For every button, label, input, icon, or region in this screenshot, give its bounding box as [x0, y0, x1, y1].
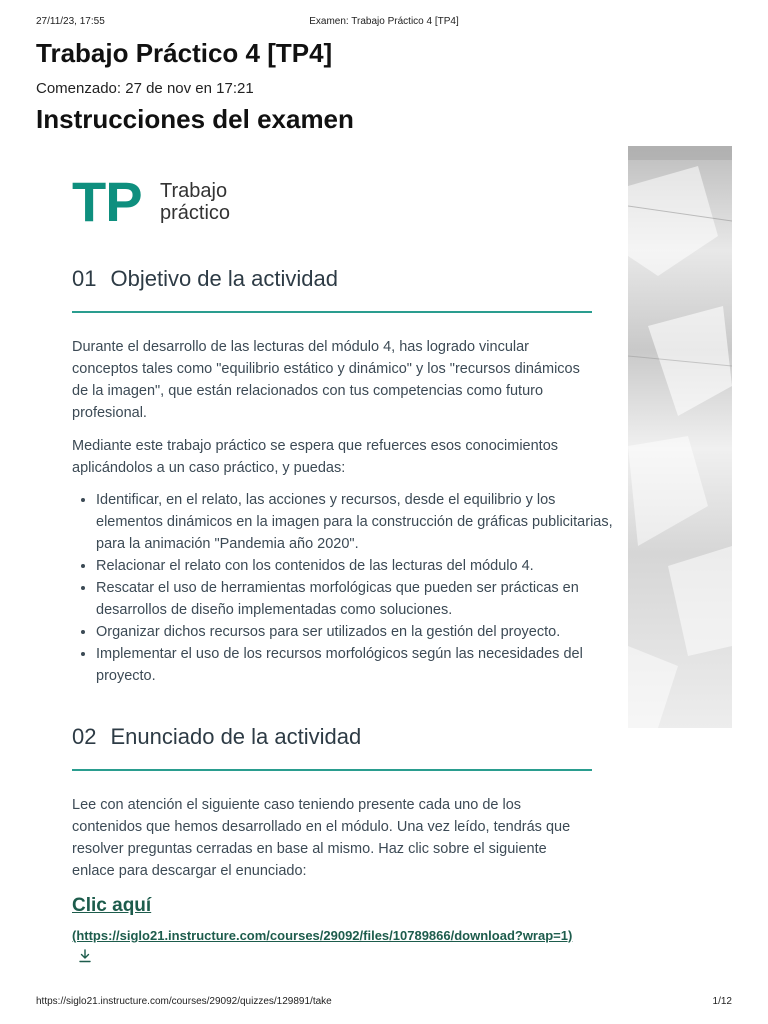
download-statement-link[interactable]: Clic aquí	[72, 895, 152, 916]
list-item: • Rescatar el uso de herramientas morfológicas que pueden ser prácticas en desarrollos de diseño implementadas como soluciones.	[96, 577, 616, 621]
section1-paragraph1: Durante el desarrollo de las lecturas del módulo 4, has logrado vincular conceptos tales como "equilibrio estático y dinámico" y los "recursos dinámicos de la imagen", que están relacionados con tus competencias como futuro profesional.	[72, 339, 580, 421]
section2-number: 02	[72, 724, 97, 749]
print-footer	[36, 996, 732, 1010]
tp-logo-line1: Trabajo	[160, 180, 228, 202]
download-url-text[interactable]: (https://siglo21.instructure.com/courses/29092/files/10789866/download?wrap=1)	[72, 928, 573, 943]
print-doc-title: Examen: Trabajo Práctico 4 [TP4]	[309, 16, 459, 27]
print-page-number: 1/12	[712, 996, 732, 1007]
started-info	[36, 80, 254, 97]
list-item: • Relacionar el relato con los contenidos de las lecturas del módulo 4.	[96, 555, 616, 577]
print-header	[36, 16, 732, 30]
section1-title: Objetivo de la actividad	[110, 266, 338, 291]
started-value: 27 de nov en 17:21	[125, 80, 254, 97]
objectives-list	[72, 489, 616, 687]
section2-divider	[72, 769, 592, 771]
download-statement-url[interactable]	[72, 925, 592, 970]
tp-logo-mark: TP	[72, 170, 142, 233]
section2-paragraph1: Lee con atención el siguiente caso teniendo presente cada uno de los contenidos que hemos desarrollado en el módulo. Una vez leído, tendrás que resolver preguntas cerradas en base al mismo. Haz clic sobre el siguiente enlace para descargar el enunciado:	[72, 797, 571, 879]
section1-paragraph2: Mediante este trabajo práctico se espera que refuerces esos conocimientos aplicándolos a un caso práctico, y puedas:	[72, 438, 559, 476]
decorative-side-image	[628, 146, 732, 728]
section1-number: 01	[72, 266, 97, 291]
print-footer-url: https://siglo21.instructure.com/courses/29092/quizzes/129891/take	[36, 996, 332, 1007]
section2-heading	[72, 724, 361, 750]
print-datetime: 27/11/23, 17:55	[36, 16, 105, 27]
started-label: Comenzado:	[36, 80, 122, 97]
quiz-title: Trabajo Práctico 4 [TP4]	[36, 38, 333, 68]
tp-logo-text	[160, 180, 280, 224]
tp-logo-line2: práctico	[160, 202, 231, 224]
instructions-title: Instrucciones del examen	[36, 104, 354, 134]
section1-divider	[72, 311, 592, 313]
section1-heading	[72, 266, 338, 292]
list-item: • Identificar, en el relato, las acciones y recursos, desde el equilibrio y los elementos dinámicos en la imagen para la construcción de gráficas publicitarias, para la animación "Pandemia año 2020".	[96, 489, 616, 555]
list-item: • Organizar dichos recursos para ser utilizados en la gestión del proyecto.	[96, 621, 616, 643]
section2-title: Enunciado de la actividad	[110, 724, 362, 749]
abstract-pattern-image	[628, 146, 732, 728]
download-icon[interactable]	[78, 948, 92, 970]
list-item: • Implementar el uso de los recursos morfológicos según las necesidades del proyecto.	[96, 643, 616, 687]
